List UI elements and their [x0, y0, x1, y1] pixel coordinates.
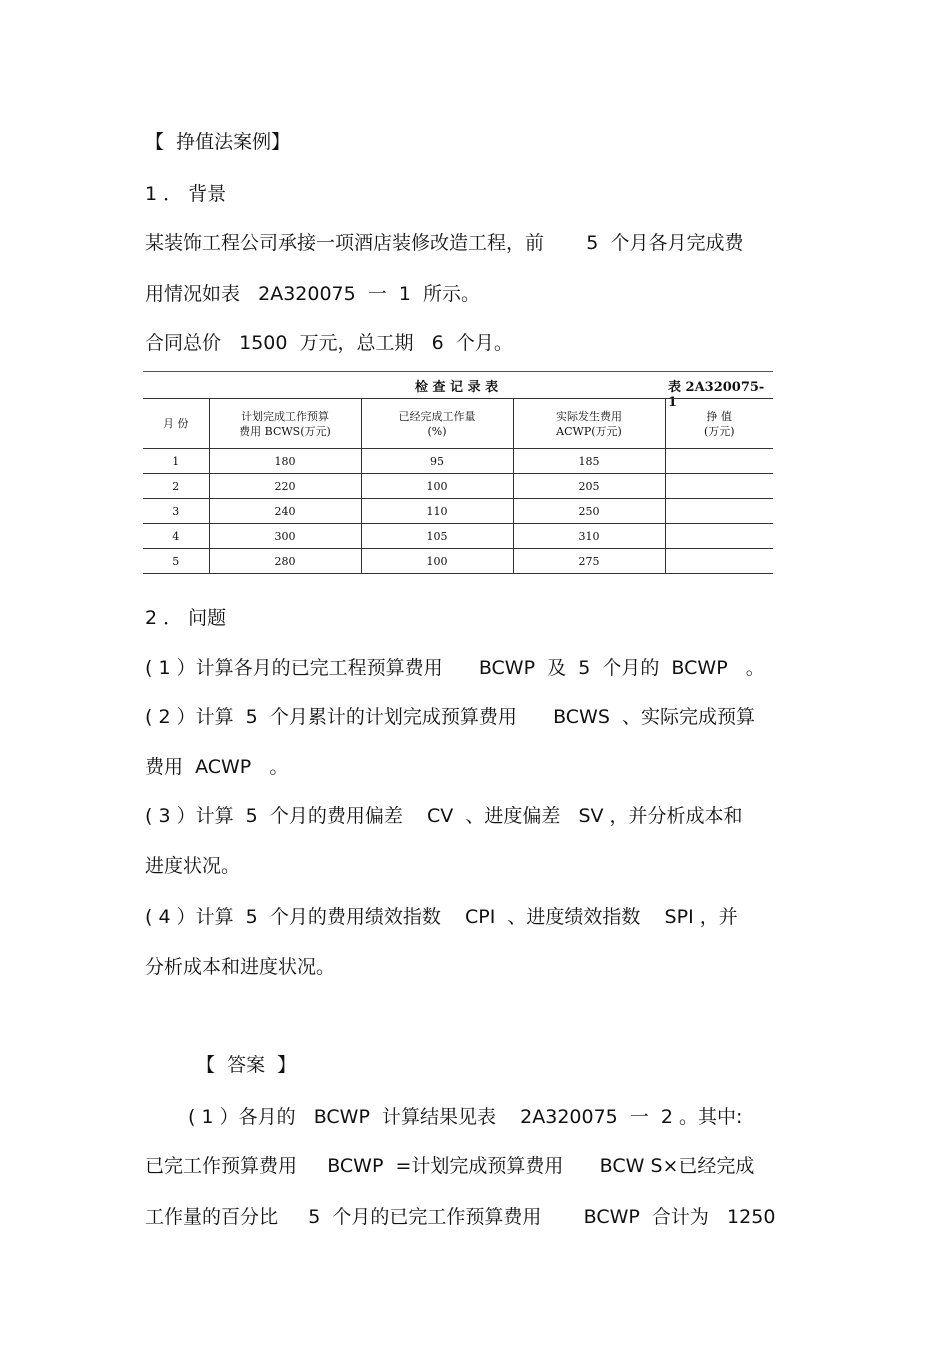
question-line-4: ( 3 ）计算 5 个月的费用偏差 CV 、进度偏差 SV ，并分析成本和	[145, 805, 743, 827]
cell-bcws: 180	[209, 449, 361, 474]
table-row	[143, 549, 773, 574]
header-bcws: 计划完成工作预算 费用 BCWS(万元)	[209, 399, 361, 449]
background-line-1: 某装饰工程公司承接一项酒店装修改造工程，前 5 个月各月完成费	[145, 232, 744, 254]
table-row	[143, 449, 773, 474]
table-row	[143, 524, 773, 549]
answer-line-1: ( 1 ）各月的 BCWP 计算结果见表 2A320075 一 2 。其中:	[188, 1106, 743, 1128]
cell-month: 1	[143, 449, 209, 474]
cell-bcws: 280	[209, 549, 361, 574]
cell-month: 4	[143, 524, 209, 549]
question-line-7: 分析成本和进度状况。	[145, 956, 336, 978]
background-line-3: 合同总价 1500 万元，总工期 6 个月。	[145, 332, 513, 354]
cell-month: 2	[143, 474, 209, 499]
table-row	[143, 499, 773, 524]
inspection-record-table	[143, 371, 773, 585]
answer-line-3: 工作量的百分比 5 个月的已完工作预算费用 BCWP 合计为 1250	[145, 1206, 776, 1228]
question-line-6: ( 4 ）计算 5 个月的费用绩效指数 CPI 、进度绩效指数 SPI ，并	[145, 906, 738, 928]
cell-bcws: 300	[209, 524, 361, 549]
answer-heading: 【 答案 】	[196, 1054, 297, 1076]
section1-title: 1 ． 背景	[145, 183, 227, 205]
cell-earned-value	[665, 499, 773, 524]
cell-month: 5	[143, 549, 209, 574]
cell-earned-value	[665, 549, 773, 574]
cell-earned-value	[665, 449, 773, 474]
cell-completed: 110	[361, 499, 513, 524]
table-header-row	[143, 399, 773, 449]
table-title: 检 查 记 录 表	[415, 380, 499, 395]
header-month: 月 份	[143, 399, 209, 449]
question-line-1: ( 1 ）计算各月的已完工程预算费用 BCWP 及 5 个月的 BCWP 。	[145, 657, 765, 679]
question-line-2: ( 2 ）计算 5 个月累计的计划完成预算费用 BCWS 、实际完成预算	[145, 706, 755, 728]
background-line-2: 用情况如表 2A320075 一 1 所示。	[145, 283, 481, 305]
header-earned-value: 挣 值 (万元)	[665, 399, 773, 449]
cell-completed: 100	[361, 549, 513, 574]
table-row	[143, 474, 773, 499]
cell-acwp: 185	[513, 449, 665, 474]
table-number: 表 2A320075-1	[668, 380, 765, 410]
cell-completed: 95	[361, 449, 513, 474]
answer-line-2: 已完工作预算费用 BCWP =计划完成预算费用 BCW S×已经完成	[145, 1155, 755, 1177]
cell-completed: 100	[361, 474, 513, 499]
question-line-5: 进度状况。	[145, 855, 241, 877]
section2-title: 2 ． 问题	[145, 607, 227, 629]
cell-acwp: 275	[513, 549, 665, 574]
cell-completed: 105	[361, 524, 513, 549]
cell-bcws: 220	[209, 474, 361, 499]
heading: 【 挣值法案例】	[145, 131, 291, 153]
header-acwp: 实际发生费用 ACWP(万元)	[513, 399, 665, 449]
cell-earned-value	[665, 524, 773, 549]
cell-bcws: 240	[209, 499, 361, 524]
question-line-3: 费用 ACWP 。	[145, 756, 289, 778]
header-completed: 已经完成工作量 (%)	[361, 399, 513, 449]
cell-acwp: 310	[513, 524, 665, 549]
cell-acwp: 205	[513, 474, 665, 499]
cell-acwp: 250	[513, 499, 665, 524]
cell-month: 3	[143, 499, 209, 524]
cell-earned-value	[665, 474, 773, 499]
